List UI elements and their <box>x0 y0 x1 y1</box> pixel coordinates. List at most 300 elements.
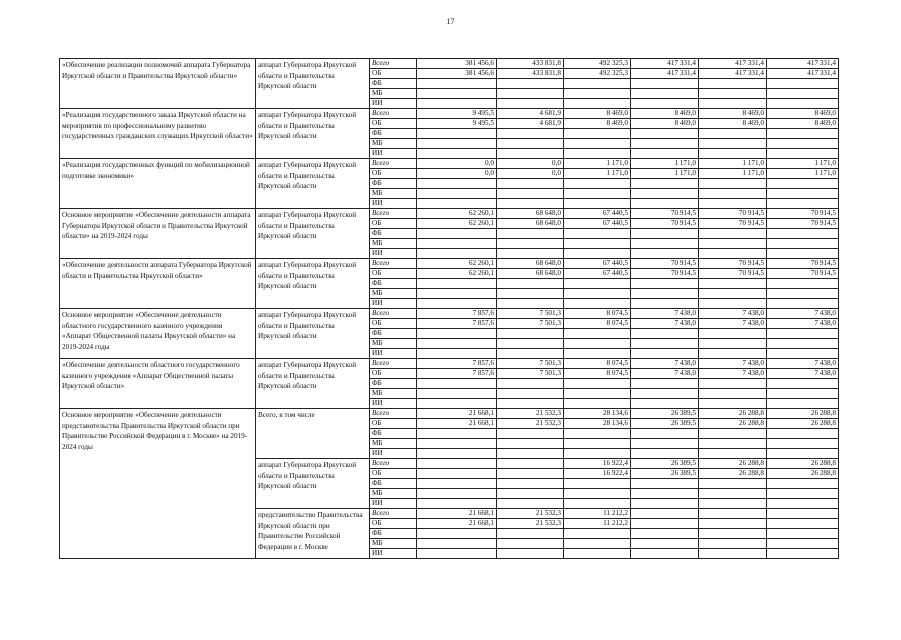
amount-cell: 1 171,0 <box>767 159 839 169</box>
amount-cell: 417 331,4 <box>631 59 699 69</box>
amount-cell: 67 440,5 <box>564 269 631 279</box>
amount-cell <box>699 79 767 89</box>
funding-source-cell: ИИ <box>370 349 417 359</box>
amount-cell <box>631 549 699 559</box>
amount-cell: 381 456,6 <box>417 69 497 79</box>
amount-cell: 28 134,6 <box>564 419 631 429</box>
funding-source-cell: ФБ <box>370 529 417 539</box>
amount-cell: 70 914,5 <box>631 269 699 279</box>
amount-cell <box>564 539 631 549</box>
amount-cell: 21 532,3 <box>497 419 564 429</box>
funding-source-cell: Всего <box>370 359 417 369</box>
amount-cell <box>699 489 767 499</box>
amount-cell <box>767 239 839 249</box>
executor-cell: аппарат Губернатора Иркутской области и Правительства Иркутской области <box>256 359 370 409</box>
amount-cell: 70 914,5 <box>767 269 839 279</box>
amount-cell <box>631 439 699 449</box>
funding-source-cell: ИИ <box>370 199 417 209</box>
amount-cell: 21 668,1 <box>417 419 497 429</box>
amount-cell <box>699 529 767 539</box>
funding-source-cell: МБ <box>370 89 417 99</box>
amount-cell <box>631 539 699 549</box>
amount-cell: 7 501,3 <box>497 309 564 319</box>
amount-cell <box>699 379 767 389</box>
amount-cell: 26 288,8 <box>767 459 839 469</box>
amount-cell <box>767 519 839 529</box>
amount-cell <box>417 329 497 339</box>
amount-cell: 7 857,6 <box>417 369 497 379</box>
funding-source-cell: ОБ <box>370 119 417 129</box>
amount-cell <box>699 149 767 159</box>
funding-source-cell: ИИ <box>370 249 417 259</box>
amount-cell <box>631 199 699 209</box>
amount-cell <box>564 349 631 359</box>
amount-cell: 8 074,5 <box>564 369 631 379</box>
amount-cell: 70 914,5 <box>767 259 839 269</box>
amount-cell <box>564 79 631 89</box>
amount-cell <box>497 189 564 199</box>
funding-source-cell: ОБ <box>370 519 417 529</box>
funding-source-cell: ИИ <box>370 449 417 459</box>
amount-cell: 1 171,0 <box>631 159 699 169</box>
funding-source-cell: ОБ <box>370 469 417 479</box>
amount-cell <box>767 89 839 99</box>
amount-cell: 8 469,0 <box>699 109 767 119</box>
activity-name: «Реализация государственных функций по мобилизационной подготовке экономики» <box>60 159 256 209</box>
amount-cell: 417 331,4 <box>631 69 699 79</box>
amount-cell <box>417 339 497 349</box>
amount-cell: 70 914,5 <box>631 259 699 269</box>
amount-cell: 26 288,8 <box>699 409 767 419</box>
amount-cell <box>631 349 699 359</box>
amount-cell: 4 681,9 <box>497 109 564 119</box>
amount-cell: 7 438,0 <box>631 369 699 379</box>
amount-cell <box>497 549 564 559</box>
amount-cell: 7 857,6 <box>417 309 497 319</box>
amount-cell <box>699 329 767 339</box>
amount-cell <box>417 289 497 299</box>
executor-cell: аппарат Губернатора Иркутской области и Правительства Иркутской области <box>256 59 370 109</box>
amount-cell: 70 914,5 <box>631 219 699 229</box>
amount-cell: 0,0 <box>497 169 564 179</box>
amount-cell <box>767 339 839 349</box>
amount-cell <box>417 299 497 309</box>
amount-cell: 68 648,0 <box>497 219 564 229</box>
amount-cell <box>417 459 497 469</box>
funding-source-cell: ОБ <box>370 419 417 429</box>
amount-cell: 7 501,3 <box>497 359 564 369</box>
amount-cell <box>417 479 497 489</box>
amount-cell <box>564 439 631 449</box>
amount-cell: 67 440,5 <box>564 209 631 219</box>
amount-cell <box>497 129 564 139</box>
amount-cell <box>417 439 497 449</box>
amount-cell: 417 331,4 <box>767 69 839 79</box>
amount-cell: 21 532,3 <box>497 519 564 529</box>
amount-cell: 492 325,3 <box>564 59 631 69</box>
amount-cell <box>497 199 564 209</box>
executor-cell: аппарат Губернатора Иркутской области и Правительства Иркутской области <box>256 259 370 309</box>
amount-cell <box>631 79 699 89</box>
amount-cell <box>631 189 699 199</box>
amount-cell: 1 171,0 <box>631 169 699 179</box>
amount-cell <box>417 189 497 199</box>
amount-cell <box>699 549 767 559</box>
amount-cell: 8 469,0 <box>564 109 631 119</box>
amount-cell: 68 648,0 <box>497 259 564 269</box>
amount-cell <box>497 239 564 249</box>
amount-cell <box>497 179 564 189</box>
amount-cell <box>631 149 699 159</box>
amount-cell <box>631 329 699 339</box>
amount-cell: 7 857,6 <box>417 359 497 369</box>
amount-cell <box>564 329 631 339</box>
amount-cell <box>699 399 767 409</box>
amount-cell: 8 469,0 <box>699 119 767 129</box>
amount-cell <box>767 549 839 559</box>
amount-cell <box>497 329 564 339</box>
amount-cell: 1 171,0 <box>767 169 839 179</box>
amount-cell: 0,0 <box>417 169 497 179</box>
amount-cell <box>699 439 767 449</box>
amount-cell: 26 288,8 <box>767 419 839 429</box>
activity-name: «Обеспечение реализации полномочий аппарата Губернатора Иркутской области и Правительства Иркутской области» <box>60 59 256 109</box>
amount-cell: 433 831,8 <box>497 69 564 79</box>
amount-cell: 7 438,0 <box>699 359 767 369</box>
amount-cell: 8 469,0 <box>767 119 839 129</box>
amount-cell <box>631 249 699 259</box>
funding-source-cell: Всего <box>370 259 417 269</box>
amount-cell: 16 922,4 <box>564 459 631 469</box>
amount-cell <box>767 479 839 489</box>
table-row <box>60 309 839 319</box>
amount-cell <box>699 499 767 509</box>
amount-cell <box>417 529 497 539</box>
amount-cell <box>564 139 631 149</box>
amount-cell: 1 171,0 <box>699 169 767 179</box>
funding-source-cell: ФБ <box>370 379 417 389</box>
activity-name: «Обеспечение деятельности аппарата Губернатора Иркутской области и Правительства Иркутской области» <box>60 259 256 309</box>
amount-cell <box>564 529 631 539</box>
amount-cell: 11 212,2 <box>564 519 631 529</box>
amount-cell <box>417 469 497 479</box>
amount-cell <box>699 129 767 139</box>
amount-cell <box>699 479 767 489</box>
table-row <box>60 359 839 369</box>
amount-cell: 62 260,1 <box>417 259 497 269</box>
amount-cell: 68 648,0 <box>497 209 564 219</box>
amount-cell <box>497 339 564 349</box>
amount-cell: 7 438,0 <box>767 359 839 369</box>
executor-cell: аппарат Губернатора Иркутской области и Правительства Иркутской области <box>256 459 370 509</box>
amount-cell: 26 389,5 <box>631 419 699 429</box>
amount-cell <box>497 99 564 109</box>
amount-cell: 70 914,5 <box>699 259 767 269</box>
funding-source-cell: ОБ <box>370 369 417 379</box>
executor-cell: Всего, в том числе <box>256 409 370 459</box>
funding-source-cell: ФБ <box>370 429 417 439</box>
amount-cell <box>564 279 631 289</box>
funding-source-cell: Всего <box>370 109 417 119</box>
amount-cell <box>631 499 699 509</box>
amount-cell: 70 914,5 <box>699 219 767 229</box>
amount-cell <box>564 499 631 509</box>
amount-cell: 8 074,5 <box>564 359 631 369</box>
amount-cell <box>497 79 564 89</box>
amount-cell <box>631 389 699 399</box>
amount-cell <box>564 479 631 489</box>
amount-cell <box>631 449 699 459</box>
amount-cell: 7 438,0 <box>631 359 699 369</box>
amount-cell: 67 440,5 <box>564 219 631 229</box>
activity-name: Основное мероприятие «Обеспечение деятельности представительства Правительства Иркутской области при Правительстве Российской Федерации в г. Москве» на 2019-2024 годы <box>60 409 256 559</box>
amount-cell <box>631 399 699 409</box>
amount-cell <box>497 479 564 489</box>
amount-cell: 381 456,6 <box>417 59 497 69</box>
amount-cell <box>417 179 497 189</box>
amount-cell <box>497 459 564 469</box>
amount-cell: 7 501,3 <box>497 369 564 379</box>
funding-source-cell: ОБ <box>370 219 417 229</box>
amount-cell <box>564 289 631 299</box>
funding-source-cell: ОБ <box>370 69 417 79</box>
amount-cell: 68 648,0 <box>497 269 564 279</box>
amount-cell <box>631 239 699 249</box>
amount-cell <box>497 429 564 439</box>
amount-cell: 9 495,5 <box>417 109 497 119</box>
amount-cell: 9 495,5 <box>417 119 497 129</box>
amount-cell: 1 171,0 <box>699 159 767 169</box>
amount-cell <box>767 489 839 499</box>
funding-source-cell: МБ <box>370 339 417 349</box>
amount-cell <box>564 229 631 239</box>
amount-cell <box>767 379 839 389</box>
amount-cell <box>564 179 631 189</box>
amount-cell <box>564 299 631 309</box>
amount-cell: 11 212,2 <box>564 509 631 519</box>
funding-source-cell: МБ <box>370 489 417 499</box>
amount-cell: 433 831,8 <box>497 59 564 69</box>
amount-cell <box>497 389 564 399</box>
amount-cell <box>417 349 497 359</box>
amount-cell <box>497 89 564 99</box>
amount-cell: 492 325,3 <box>564 69 631 79</box>
amount-cell <box>767 349 839 359</box>
funding-source-cell: Всего <box>370 459 417 469</box>
amount-cell: 1 171,0 <box>564 159 631 169</box>
amount-cell: 70 914,5 <box>699 209 767 219</box>
amount-cell <box>767 199 839 209</box>
activity-name: «Реализация государственного заказа Иркутской области на мероприятия по профессиональному развитию государственных гражданских служащих Иркутской области» <box>60 109 256 159</box>
funding-source-cell: ФБ <box>370 279 417 289</box>
amount-cell <box>767 189 839 199</box>
amount-cell <box>699 289 767 299</box>
amount-cell <box>631 89 699 99</box>
amount-cell <box>767 429 839 439</box>
amount-cell: 21 668,1 <box>417 509 497 519</box>
amount-cell: 26 288,8 <box>767 409 839 419</box>
funding-source-cell: ИИ <box>370 149 417 159</box>
amount-cell: 62 260,1 <box>417 219 497 229</box>
amount-cell <box>497 449 564 459</box>
funding-source-cell: ИИ <box>370 549 417 559</box>
amount-cell <box>564 489 631 499</box>
amount-cell <box>631 139 699 149</box>
funding-table <box>59 58 839 559</box>
amount-cell <box>767 79 839 89</box>
amount-cell: 67 440,5 <box>564 259 631 269</box>
funding-source-cell: ФБ <box>370 179 417 189</box>
amount-cell <box>417 399 497 409</box>
amount-cell <box>631 229 699 239</box>
amount-cell <box>497 439 564 449</box>
amount-cell <box>631 529 699 539</box>
funding-source-cell: ОБ <box>370 269 417 279</box>
amount-cell <box>767 139 839 149</box>
amount-cell <box>699 199 767 209</box>
amount-cell <box>564 449 631 459</box>
amount-cell <box>497 489 564 499</box>
funding-source-cell: ФБ <box>370 129 417 139</box>
executor-cell: аппарат Губернатора Иркутской области и Правительства Иркутской области <box>256 159 370 209</box>
amount-cell: 21 532,3 <box>497 409 564 419</box>
amount-cell: 0,0 <box>417 159 497 169</box>
executor-cell: аппарат Губернатора Иркутской области и Правительства Иркутской области <box>256 209 370 259</box>
amount-cell <box>417 239 497 249</box>
amount-cell <box>699 229 767 239</box>
amount-cell <box>564 89 631 99</box>
amount-cell <box>699 509 767 519</box>
table-row <box>60 259 839 269</box>
amount-cell <box>767 529 839 539</box>
amount-cell <box>699 389 767 399</box>
amount-cell: 7 501,3 <box>497 319 564 329</box>
amount-cell <box>767 509 839 519</box>
amount-cell <box>497 149 564 159</box>
funding-source-cell: ФБ <box>370 79 417 89</box>
amount-cell <box>497 349 564 359</box>
funding-source-cell: ИИ <box>370 399 417 409</box>
amount-cell <box>767 499 839 509</box>
funding-source-cell: МБ <box>370 389 417 399</box>
amount-cell <box>767 299 839 309</box>
amount-cell <box>417 229 497 239</box>
amount-cell: 417 331,4 <box>699 69 767 79</box>
amount-cell: 7 438,0 <box>767 309 839 319</box>
amount-cell <box>631 179 699 189</box>
amount-cell <box>699 449 767 459</box>
funding-source-cell: МБ <box>370 139 417 149</box>
amount-cell <box>497 539 564 549</box>
amount-cell <box>631 479 699 489</box>
amount-cell <box>564 339 631 349</box>
amount-cell <box>699 239 767 249</box>
amount-cell <box>417 429 497 439</box>
amount-cell <box>767 149 839 159</box>
activity-name: Основное мероприятие «Обеспечение деятельности аппарата Губернатора Иркутской области и Правительства Иркутской области» на 2019-2024 годы <box>60 209 256 259</box>
amount-cell <box>417 139 497 149</box>
funding-source-cell: Всего <box>370 59 417 69</box>
amount-cell: 21 668,1 <box>417 519 497 529</box>
funding-source-cell: МБ <box>370 439 417 449</box>
amount-cell <box>631 279 699 289</box>
amount-cell <box>497 249 564 259</box>
amount-cell: 417 331,4 <box>699 59 767 69</box>
amount-cell <box>767 389 839 399</box>
amount-cell: 8 469,0 <box>564 119 631 129</box>
amount-cell <box>699 539 767 549</box>
amount-cell <box>631 129 699 139</box>
amount-cell: 1 171,0 <box>564 169 631 179</box>
amount-cell <box>417 489 497 499</box>
amount-cell <box>564 549 631 559</box>
amount-cell <box>564 129 631 139</box>
amount-cell <box>497 379 564 389</box>
amount-cell <box>417 129 497 139</box>
funding-source-cell: Всего <box>370 509 417 519</box>
amount-cell <box>564 99 631 109</box>
amount-cell: 70 914,5 <box>767 209 839 219</box>
amount-cell <box>699 299 767 309</box>
funding-source-cell: ИИ <box>370 299 417 309</box>
amount-cell <box>497 529 564 539</box>
amount-cell: 7 438,0 <box>631 309 699 319</box>
amount-cell <box>631 379 699 389</box>
amount-cell <box>417 279 497 289</box>
funding-source-cell: ИИ <box>370 499 417 509</box>
amount-cell: 26 389,5 <box>631 469 699 479</box>
amount-cell <box>497 279 564 289</box>
amount-cell <box>767 279 839 289</box>
table-row <box>60 109 839 119</box>
amount-cell: 8 469,0 <box>767 109 839 119</box>
amount-cell <box>417 549 497 559</box>
amount-cell: 26 288,8 <box>699 459 767 469</box>
amount-cell: 16 922,4 <box>564 469 631 479</box>
funding-source-cell: ФБ <box>370 479 417 489</box>
funding-source-cell: ИИ <box>370 99 417 109</box>
table-row <box>60 59 839 69</box>
amount-cell <box>417 539 497 549</box>
funding-source-cell: МБ <box>370 539 417 549</box>
amount-cell <box>631 509 699 519</box>
table-row <box>60 409 839 419</box>
funding-source-cell: ОБ <box>370 319 417 329</box>
executor-cell: аппарат Губернатора Иркутской области и Правительства Иркутской области <box>256 309 370 359</box>
amount-cell <box>417 449 497 459</box>
amount-cell: 4 681,9 <box>497 119 564 129</box>
amount-cell <box>564 239 631 249</box>
amount-cell <box>497 469 564 479</box>
amount-cell <box>767 289 839 299</box>
amount-cell <box>699 89 767 99</box>
amount-cell: 28 134,6 <box>564 409 631 419</box>
amount-cell <box>699 139 767 149</box>
funding-source-cell: Всего <box>370 409 417 419</box>
amount-cell <box>497 289 564 299</box>
amount-cell <box>699 519 767 529</box>
amount-cell <box>631 489 699 499</box>
funding-source-cell: МБ <box>370 189 417 199</box>
page-number: 17 <box>446 17 455 26</box>
amount-cell <box>564 399 631 409</box>
amount-cell <box>497 139 564 149</box>
amount-cell: 7 438,0 <box>767 369 839 379</box>
table-row <box>60 209 839 219</box>
amount-cell: 26 288,8 <box>767 469 839 479</box>
amount-cell <box>767 129 839 139</box>
amount-cell <box>699 179 767 189</box>
